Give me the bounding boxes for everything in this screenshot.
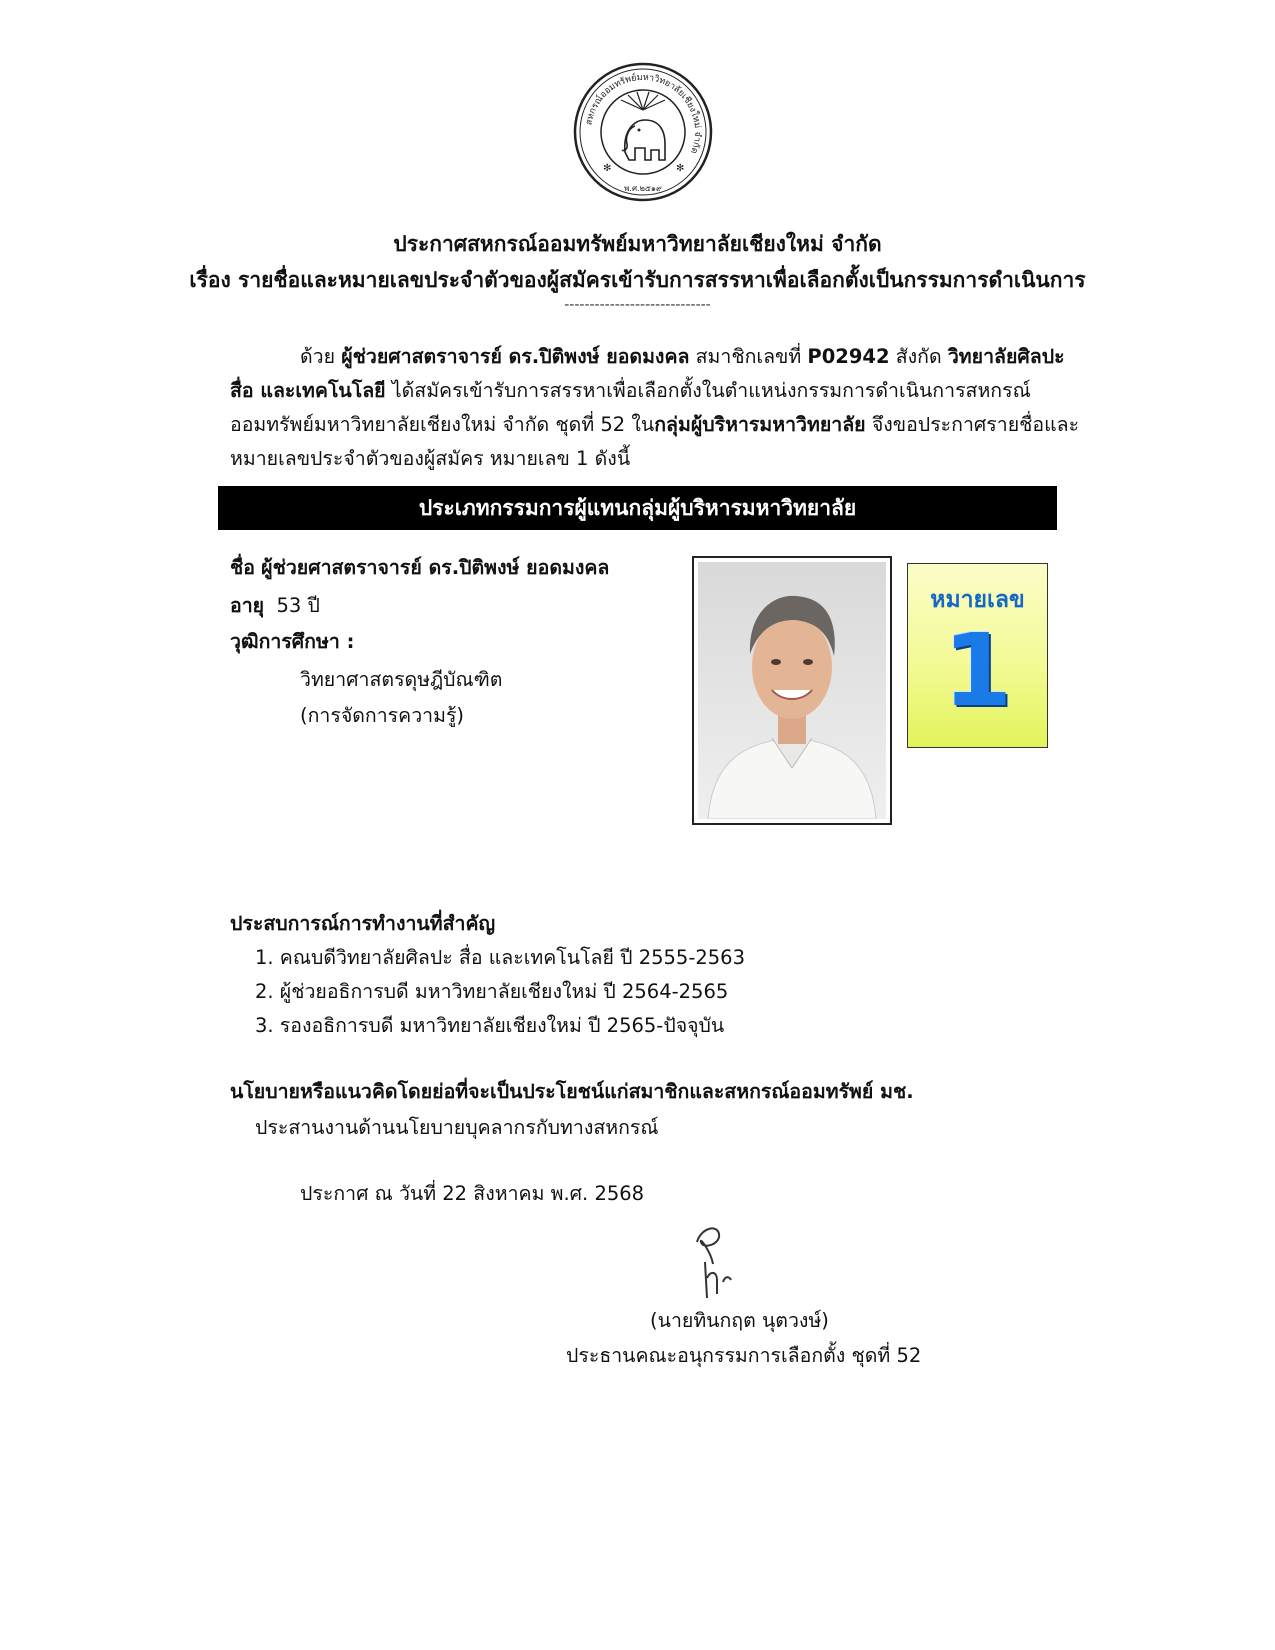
announcement-date: ประกาศ ณ วันที่ 22 สิงหาคม พ.ศ. 2568: [300, 1182, 645, 1205]
announcement-title: ประกาศสหกรณ์ออมทรัพย์มหาวิทยาลัยเชียงใหม่ จำกัด: [393, 232, 882, 256]
intro-text: สังกัด: [889, 345, 948, 368]
experience-item: 3. รองอธิการบดี มหาวิทยาลัยเชียงใหม่ ปี 2565-ปัจจุบัน: [255, 1014, 725, 1037]
age-label: อายุ: [230, 594, 265, 617]
group-name: กลุ่มผู้บริหารมหาวิทยาลัย: [654, 413, 866, 436]
candidate-number-label: หมายเลข: [930, 587, 1025, 613]
policy-heading: นโยบายหรือแนวคิดโดยย่อที่จะเป็นประโยชน์แก่สมาชิกและสหกรณ์ออมทรัพย์ มช.: [230, 1080, 914, 1103]
seal-flower-right-icon: ✻: [676, 163, 685, 174]
intro-text: ออมทรัพย์มหาวิทยาลัยเชียงใหม่ จำกัด ชุดที่ 52 ใน: [230, 413, 655, 436]
seal-year-text: พ.ศ.๒๕๑๙: [624, 184, 662, 193]
candidate-name-inline: ผู้ช่วยศาสตราจารย์ ดร.ปิติพงษ์ ยอดมงคล: [341, 345, 690, 368]
seal-flower-left-icon: ✻: [603, 163, 612, 174]
intro-text: ได้สมัครเข้ารับการสรรหาเพื่อเลือกตั้งในตำแหน่งกรรมการดำเนินการสหกรณ์: [385, 379, 1031, 402]
category-banner: [218, 486, 1057, 530]
candidate-name: ผู้ช่วยศาสตราจารย์ ดร.ปิติพงษ์ ยอดมงคล: [261, 556, 610, 579]
faculty-name: วิทยาลัยศิลปะ: [947, 345, 1065, 368]
candidate-name-row: [230, 552, 609, 583]
announcement-subject: เรื่อง รายชื่อและหมายเลขประจำตัวของผู้สมัครเข้ารับการสรรหาเพื่อเลือกตั้งเป็นกรรมการดำเนินการ: [189, 268, 1086, 292]
intro-line-2: [230, 374, 1080, 408]
experience-item: 1. คณบดีวิทยาลัยศิลปะ สื่อ และเทคโนโลยี ปี 2555-2563: [255, 946, 745, 969]
seal-ring-text: สหกรณ์ออมทรัพย์มหาวิทยาลัยเชียงใหม่ จำกัด: [584, 72, 703, 155]
intro-text: สมาชิกเลขที่: [689, 345, 808, 368]
signature-image: [683, 1222, 753, 1302]
candidate-number-box: [907, 563, 1048, 748]
intro-line-1: [300, 340, 1150, 374]
cooperative-seal-logo: [573, 62, 713, 202]
title-separator: -----------------------------: [564, 297, 711, 313]
elephant-icon: [622, 120, 665, 160]
candidate-number-value: 1: [942, 612, 1013, 729]
category-banner-text: ประเภทกรรมการผู้แทนกลุ่มผู้บริหารมหาวิทยาลัย: [418, 496, 857, 520]
policy-text: ประสานงานด้านนโยบายบุคลากรกับทางสหกรณ์: [255, 1116, 659, 1139]
intro-text: จึงขอประกาศรายชื่อและ: [865, 413, 1080, 436]
candidate-age-row: [230, 590, 320, 621]
candidate-photo: [698, 562, 886, 819]
candidate-photo-frame: [692, 556, 892, 825]
experience-heading: ประสบการณ์การทำงานที่สำคัญ: [230, 912, 496, 935]
signer-name: (นายทินกฤต นุตวงษ์): [650, 1309, 829, 1332]
education-degree: วิทยาศาสตรดุษฎีบัณฑิต: [300, 668, 503, 691]
education-label: วุฒิการศึกษา :: [230, 630, 355, 653]
experience-item: 2. ผู้ช่วยอธิการบดี มหาวิทยาลัยเชียงใหม่ ปี 2564-2565: [255, 980, 729, 1003]
intro-line-4: หมายเลขประจำตัวของผู้สมัคร หมายเลข 1 ดังนี้: [230, 447, 631, 470]
signer-position: ประธานคณะอนุกรรมการเลือกตั้ง ชุดที่ 52: [566, 1344, 922, 1367]
candidate-age: 53 ปี: [276, 594, 320, 617]
intro-text: ด้วย: [300, 345, 342, 368]
intro-line-3: [230, 408, 1080, 442]
faculty-name-cont: สื่อ และเทคโนโลยี: [230, 379, 386, 402]
education-field: (การจัดการความรู้): [300, 704, 465, 727]
member-number: P02942: [807, 345, 890, 368]
name-label: ชื่อ: [230, 556, 255, 579]
